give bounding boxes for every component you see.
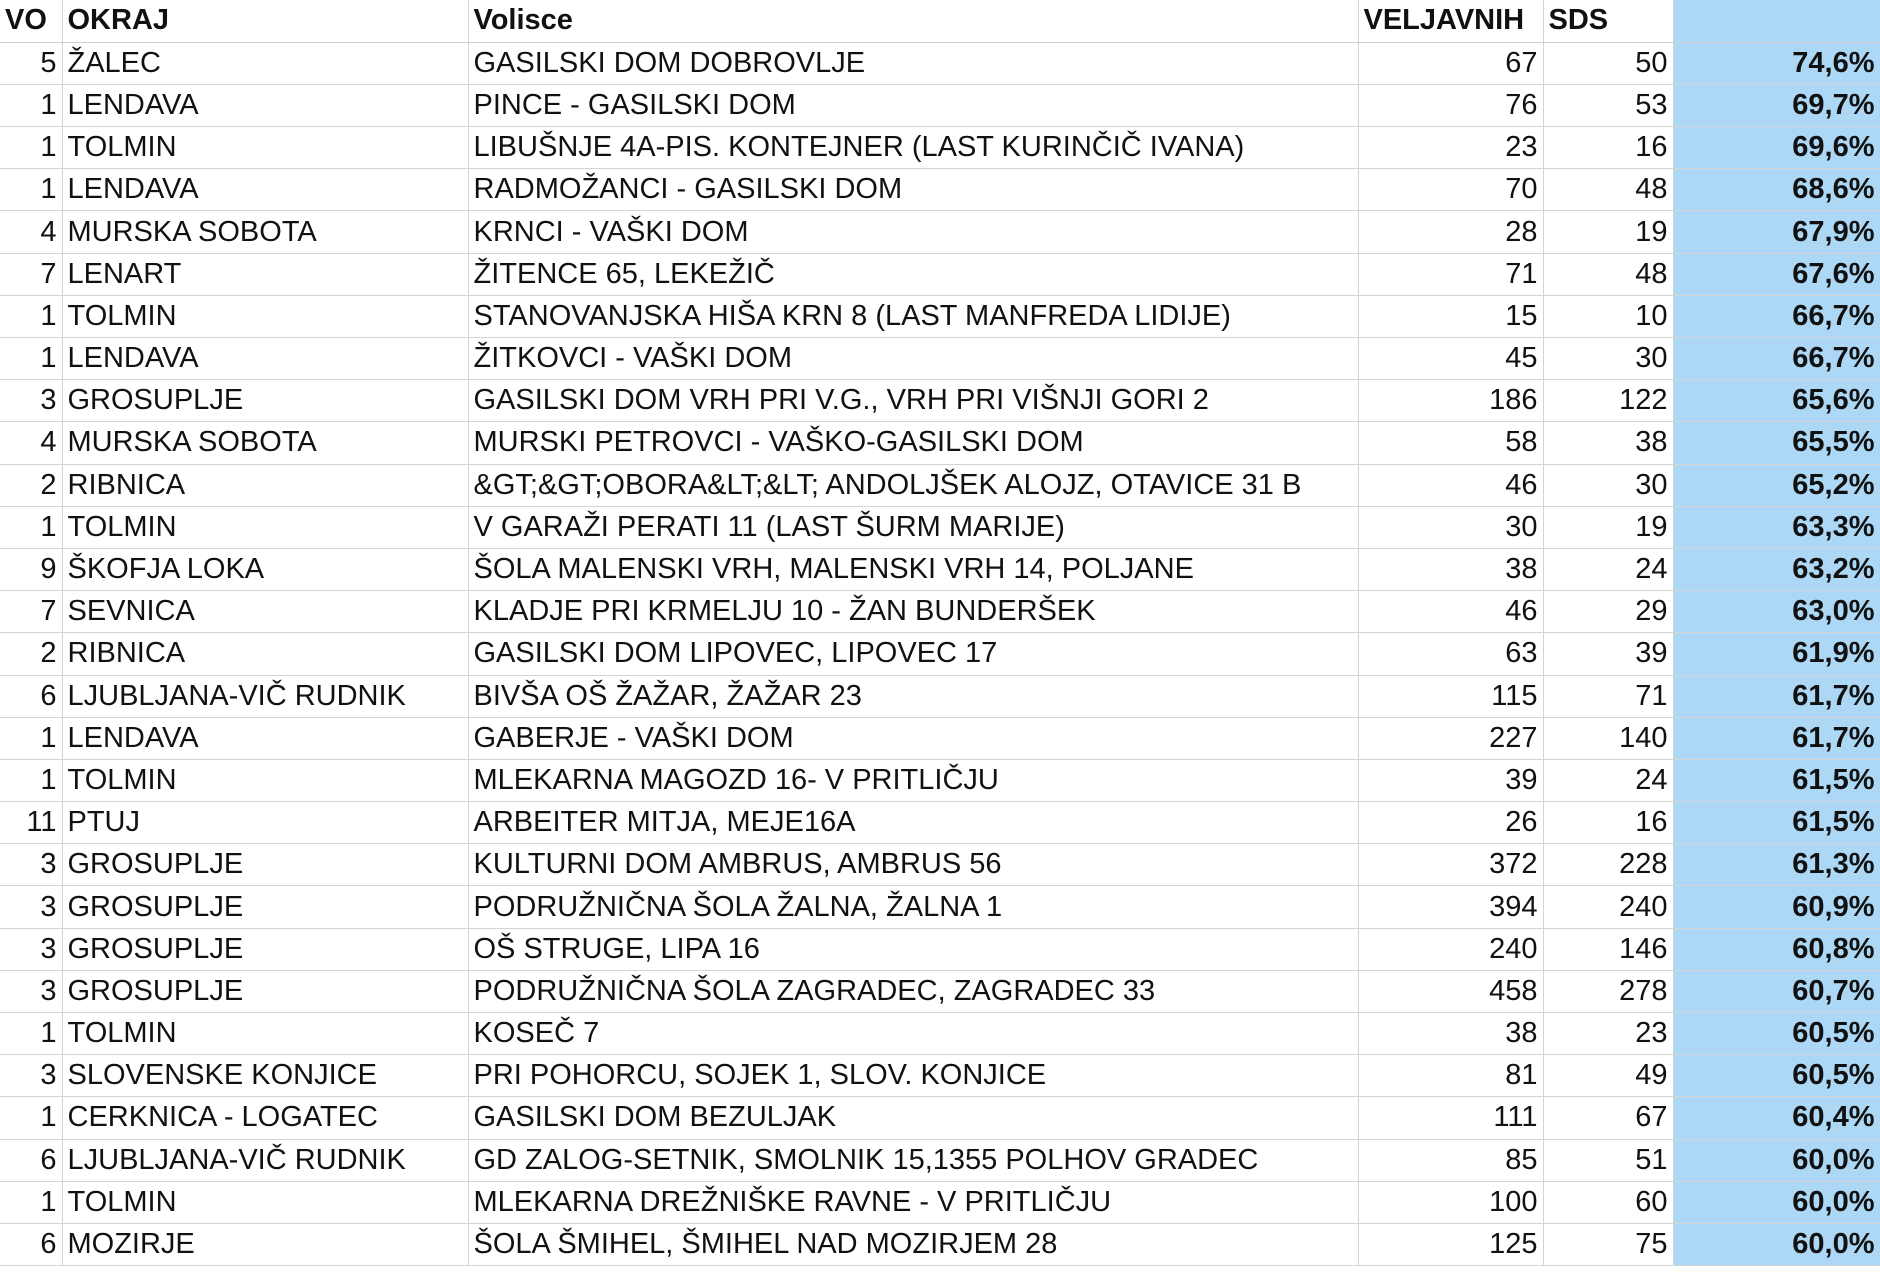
cell-okraj[interactable]: TOLMIN: [62, 127, 468, 169]
cell-sds[interactable]: 24: [1543, 548, 1673, 590]
cell-veljavnih[interactable]: 28: [1358, 211, 1543, 253]
table-row: [0, 380, 1880, 422]
table-row: [0, 506, 1880, 548]
cell-veljavnih[interactable]: 394: [1358, 886, 1543, 928]
cell-vo[interactable]: 1: [0, 717, 62, 759]
cell-percentage[interactable]: 60,0%: [1673, 1181, 1880, 1223]
cell-vo[interactable]: 1: [0, 338, 62, 380]
cell-vo[interactable]: 6: [0, 1139, 62, 1181]
table-row: [0, 1139, 1880, 1181]
cell-veljavnih[interactable]: 70: [1358, 169, 1543, 211]
cell-volisce[interactable]: STANOVANJSKA HIŠA KRN 8 (LAST MANFREDA LIDIJE): [468, 295, 1358, 337]
cell-sds[interactable]: 53: [1543, 84, 1673, 126]
cell-volisce[interactable]: BIVŠA OŠ ŽAŽAR, ŽAŽAR 23: [468, 675, 1358, 717]
cell-percentage[interactable]: 69,7%: [1673, 84, 1880, 126]
cell-percentage[interactable]: 63,2%: [1673, 548, 1880, 590]
cell-okraj[interactable]: GROSUPLJE: [62, 886, 468, 928]
cell-vo[interactable]: 11: [0, 802, 62, 844]
table-row: [0, 422, 1880, 464]
cell-okraj[interactable]: CERKNICA - LOGATEC: [62, 1097, 468, 1139]
cell-vo[interactable]: 2: [0, 633, 62, 675]
table-row: [0, 844, 1880, 886]
table-row: [0, 970, 1880, 1012]
cell-veljavnih[interactable]: 100: [1358, 1181, 1543, 1223]
cell-okraj[interactable]: LENART: [62, 253, 468, 295]
cell-vo[interactable]: 4: [0, 422, 62, 464]
cell-volisce[interactable]: V GARAŽI PERATI 11 (LAST ŠURM MARIJE): [468, 506, 1358, 548]
cell-veljavnih[interactable]: 111: [1358, 1097, 1543, 1139]
cell-volisce[interactable]: PODRUŽNIČNA ŠOLA ZAGRADEC, ZAGRADEC 33: [468, 970, 1358, 1012]
cell-okraj[interactable]: LJUBLJANA-VIČ RUDNIK: [62, 1139, 468, 1181]
cell-sds[interactable]: 30: [1543, 338, 1673, 380]
cell-veljavnih[interactable]: 46: [1358, 464, 1543, 506]
cell-percentage[interactable]: 67,9%: [1673, 211, 1880, 253]
cell-vo[interactable]: 7: [0, 253, 62, 295]
table-row: [0, 928, 1880, 970]
cell-veljavnih[interactable]: 372: [1358, 844, 1543, 886]
cell-veljavnih[interactable]: 63: [1358, 633, 1543, 675]
cell-volisce[interactable]: GABERJE - VAŠKI DOM: [468, 717, 1358, 759]
cell-volisce[interactable]: KRNCI - VAŠKI DOM: [468, 211, 1358, 253]
cell-vo[interactable]: 2: [0, 464, 62, 506]
table-row: [0, 127, 1880, 169]
header-percentage[interactable]: [1673, 0, 1880, 42]
cell-veljavnih[interactable]: 38: [1358, 548, 1543, 590]
cell-volisce[interactable]: OŠ STRUGE, LIPA 16: [468, 928, 1358, 970]
table-row: [0, 253, 1880, 295]
cell-veljavnih[interactable]: 39: [1358, 759, 1543, 801]
table-body: [0, 42, 1880, 1265]
cell-vo[interactable]: 1: [0, 295, 62, 337]
cell-vo[interactable]: 1: [0, 1013, 62, 1055]
cell-volisce[interactable]: MURSKI PETROVCI - VAŠKO-GASILSKI DOM: [468, 422, 1358, 464]
cell-percentage[interactable]: 63,3%: [1673, 506, 1880, 548]
cell-okraj[interactable]: GROSUPLJE: [62, 844, 468, 886]
cell-vo[interactable]: 5: [0, 42, 62, 84]
cell-veljavnih[interactable]: 85: [1358, 1139, 1543, 1181]
cell-okraj[interactable]: LENDAVA: [62, 169, 468, 211]
cell-sds[interactable]: 71: [1543, 675, 1673, 717]
table-row: [0, 1013, 1880, 1055]
cell-sds[interactable]: 39: [1543, 633, 1673, 675]
cell-percentage[interactable]: 61,9%: [1673, 633, 1880, 675]
cell-volisce[interactable]: ŽITKOVCI - VAŠKI DOM: [468, 338, 1358, 380]
cell-okraj[interactable]: LJUBLJANA-VIČ RUDNIK: [62, 675, 468, 717]
cell-sds[interactable]: 240: [1543, 886, 1673, 928]
cell-percentage[interactable]: 66,7%: [1673, 295, 1880, 337]
cell-okraj[interactable]: GROSUPLJE: [62, 928, 468, 970]
table-row: [0, 211, 1880, 253]
cell-sds[interactable]: 140: [1543, 717, 1673, 759]
cell-sds[interactable]: 30: [1543, 464, 1673, 506]
cell-percentage[interactable]: 61,7%: [1673, 717, 1880, 759]
table-row: [0, 1223, 1880, 1265]
cell-percentage[interactable]: 63,0%: [1673, 591, 1880, 633]
cell-veljavnih[interactable]: 81: [1358, 1055, 1543, 1097]
cell-percentage[interactable]: 65,5%: [1673, 422, 1880, 464]
cell-veljavnih[interactable]: 45: [1358, 338, 1543, 380]
cell-volisce[interactable]: ŠOLA MALENSKI VRH, MALENSKI VRH 14, POLJANE: [468, 548, 1358, 590]
cell-okraj[interactable]: PTUJ: [62, 802, 468, 844]
cell-vo[interactable]: 1: [0, 759, 62, 801]
header-okraj[interactable]: OKRAJ: [62, 0, 468, 42]
cell-veljavnih[interactable]: 186: [1358, 380, 1543, 422]
cell-okraj[interactable]: ŠKOFJA LOKA: [62, 548, 468, 590]
header-sds[interactable]: SDS: [1543, 0, 1673, 42]
cell-sds[interactable]: 10: [1543, 295, 1673, 337]
cell-percentage[interactable]: 60,0%: [1673, 1223, 1880, 1265]
cell-vo[interactable]: 3: [0, 1055, 62, 1097]
cell-veljavnih[interactable]: 15: [1358, 295, 1543, 337]
cell-okraj[interactable]: TOLMIN: [62, 1013, 468, 1055]
cell-sds[interactable]: 23: [1543, 1013, 1673, 1055]
cell-sds[interactable]: 75: [1543, 1223, 1673, 1265]
cell-okraj[interactable]: TOLMIN: [62, 1181, 468, 1223]
cell-percentage[interactable]: 60,5%: [1673, 1013, 1880, 1055]
cell-vo[interactable]: 1: [0, 169, 62, 211]
cell-sds[interactable]: 16: [1543, 127, 1673, 169]
cell-volisce[interactable]: MLEKARNA DREŽNIŠKE RAVNE - V PRITLIČJU: [468, 1181, 1358, 1223]
cell-sds[interactable]: 29: [1543, 591, 1673, 633]
cell-percentage[interactable]: 67,6%: [1673, 253, 1880, 295]
cell-percentage[interactable]: 66,7%: [1673, 338, 1880, 380]
table-row: [0, 548, 1880, 590]
cell-veljavnih[interactable]: 240: [1358, 928, 1543, 970]
cell-veljavnih[interactable]: 458: [1358, 970, 1543, 1012]
table-row: [0, 1097, 1880, 1139]
cell-vo[interactable]: 9: [0, 548, 62, 590]
table-row: [0, 717, 1880, 759]
table-row: [0, 759, 1880, 801]
cell-veljavnih[interactable]: 23: [1358, 127, 1543, 169]
cell-percentage[interactable]: 60,9%: [1673, 886, 1880, 928]
cell-vo[interactable]: 4: [0, 211, 62, 253]
cell-sds[interactable]: 50: [1543, 42, 1673, 84]
header-row: [0, 0, 1880, 42]
cell-percentage[interactable]: 65,2%: [1673, 464, 1880, 506]
cell-volisce[interactable]: &GT;&GT;OBORA&LT;&LT; ANDOLJŠEK ALOJZ, OTAVICE 31 B: [468, 464, 1358, 506]
cell-vo[interactable]: 3: [0, 844, 62, 886]
table-row: [0, 633, 1880, 675]
cell-volisce[interactable]: PODRUŽNIČNA ŠOLA ŽALNA, ŽALNA 1: [468, 886, 1358, 928]
cell-okraj[interactable]: MURSKA SOBOTA: [62, 422, 468, 464]
cell-percentage[interactable]: 61,5%: [1673, 802, 1880, 844]
cell-percentage[interactable]: 74,6%: [1673, 42, 1880, 84]
cell-vo[interactable]: 3: [0, 886, 62, 928]
cell-vo[interactable]: 6: [0, 675, 62, 717]
cell-okraj[interactable]: MURSKA SOBOTA: [62, 211, 468, 253]
table-row: [0, 886, 1880, 928]
cell-percentage[interactable]: 60,8%: [1673, 928, 1880, 970]
cell-percentage[interactable]: 61,5%: [1673, 759, 1880, 801]
cell-volisce[interactable]: KLADJE PRI KRMELJU 10 - ŽAN BUNDERŠEK: [468, 591, 1358, 633]
cell-vo[interactable]: 1: [0, 1097, 62, 1139]
table-row: [0, 675, 1880, 717]
cell-sds[interactable]: 19: [1543, 506, 1673, 548]
cell-okraj[interactable]: MOZIRJE: [62, 1223, 468, 1265]
cell-vo[interactable]: 1: [0, 506, 62, 548]
cell-okraj[interactable]: LENDAVA: [62, 717, 468, 759]
table-row: [0, 338, 1880, 380]
cell-veljavnih[interactable]: 26: [1358, 802, 1543, 844]
table-row: [0, 802, 1880, 844]
cell-percentage[interactable]: 60,0%: [1673, 1139, 1880, 1181]
cell-sds[interactable]: 51: [1543, 1139, 1673, 1181]
cell-vo[interactable]: 6: [0, 1223, 62, 1265]
cell-sds[interactable]: 49: [1543, 1055, 1673, 1097]
header-veljavnih[interactable]: VELJAVNIH: [1358, 0, 1543, 42]
cell-volisce[interactable]: GASILSKI DOM LIPOVEC, LIPOVEC 17: [468, 633, 1358, 675]
table-row: [0, 169, 1880, 211]
cell-volisce[interactable]: ŽITENCE 65, LEKEŽIČ: [468, 253, 1358, 295]
cell-volisce[interactable]: ŠOLA ŠMIHEL, ŠMIHEL NAD MOZIRJEM 28: [468, 1223, 1358, 1265]
cell-okraj[interactable]: RIBNICA: [62, 633, 468, 675]
cell-vo[interactable]: 3: [0, 380, 62, 422]
cell-volisce[interactable]: KOSEČ 7: [468, 1013, 1358, 1055]
cell-veljavnih[interactable]: 227: [1358, 717, 1543, 759]
cell-sds[interactable]: 19: [1543, 211, 1673, 253]
cell-vo[interactable]: 1: [0, 1181, 62, 1223]
cell-sds[interactable]: 24: [1543, 759, 1673, 801]
cell-veljavnih[interactable]: 115: [1358, 675, 1543, 717]
cell-veljavnih[interactable]: 58: [1358, 422, 1543, 464]
cell-sds[interactable]: 60: [1543, 1181, 1673, 1223]
cell-okraj[interactable]: GROSUPLJE: [62, 380, 468, 422]
table-row: [0, 42, 1880, 84]
cell-veljavnih[interactable]: 76: [1358, 84, 1543, 126]
cell-okraj[interactable]: SLOVENSKE KONJICE: [62, 1055, 468, 1097]
cell-volisce[interactable]: KULTURNI DOM AMBRUS, AMBRUS 56: [468, 844, 1358, 886]
table-row: [0, 1181, 1880, 1223]
cell-percentage[interactable]: 69,6%: [1673, 127, 1880, 169]
cell-sds[interactable]: 48: [1543, 253, 1673, 295]
cell-sds[interactable]: 67: [1543, 1097, 1673, 1139]
cell-okraj[interactable]: GROSUPLJE: [62, 970, 468, 1012]
cell-volisce[interactable]: GASILSKI DOM BEZULJAK: [468, 1097, 1358, 1139]
cell-volisce[interactable]: GD ZALOG-SETNIK, SMOLNIK 15,1355 POLHOV GRADEC: [468, 1139, 1358, 1181]
cell-okraj[interactable]: TOLMIN: [62, 506, 468, 548]
cell-vo[interactable]: 1: [0, 84, 62, 126]
table-row: [0, 84, 1880, 126]
cell-okraj[interactable]: LENDAVA: [62, 84, 468, 126]
cell-veljavnih[interactable]: 71: [1358, 253, 1543, 295]
cell-volisce[interactable]: MLEKARNA MAGOZD 16- V PRITLIČJU: [468, 759, 1358, 801]
cell-percentage[interactable]: 60,7%: [1673, 970, 1880, 1012]
cell-okraj[interactable]: RIBNICA: [62, 464, 468, 506]
table-row: [0, 295, 1880, 337]
header-vo[interactable]: VO: [0, 0, 62, 42]
cell-percentage[interactable]: 61,3%: [1673, 844, 1880, 886]
cell-okraj[interactable]: TOLMIN: [62, 759, 468, 801]
cell-volisce[interactable]: RADMOŽANCI - GASILSKI DOM: [468, 169, 1358, 211]
cell-veljavnih[interactable]: 67: [1358, 42, 1543, 84]
cell-volisce[interactable]: GASILSKI DOM VRH PRI V.G., VRH PRI VIŠNJI GORI 2: [468, 380, 1358, 422]
cell-percentage[interactable]: 61,7%: [1673, 675, 1880, 717]
cell-veljavnih[interactable]: 46: [1358, 591, 1543, 633]
header-volisce[interactable]: Volisce: [468, 0, 1358, 42]
cell-okraj[interactable]: LENDAVA: [62, 338, 468, 380]
cell-sds[interactable]: 38: [1543, 422, 1673, 464]
cell-sds[interactable]: 16: [1543, 802, 1673, 844]
cell-okraj[interactable]: ŽALEC: [62, 42, 468, 84]
cell-percentage[interactable]: 68,6%: [1673, 169, 1880, 211]
cell-veljavnih[interactable]: 38: [1358, 1013, 1543, 1055]
cell-sds[interactable]: 228: [1543, 844, 1673, 886]
cell-vo[interactable]: 3: [0, 928, 62, 970]
cell-sds[interactable]: 48: [1543, 169, 1673, 211]
cell-vo[interactable]: 7: [0, 591, 62, 633]
cell-sds[interactable]: 278: [1543, 970, 1673, 1012]
cell-volisce[interactable]: PINCE - GASILSKI DOM: [468, 84, 1358, 126]
cell-sds[interactable]: 122: [1543, 380, 1673, 422]
table-row: [0, 1055, 1880, 1097]
table-row: [0, 591, 1880, 633]
cell-volisce[interactable]: LIBUŠNJE 4A-PIS. KONTEJNER (LAST KURINČIČ IVANA): [468, 127, 1358, 169]
cell-volisce[interactable]: ARBEITER MITJA, MEJE16A: [468, 802, 1358, 844]
cell-okraj[interactable]: SEVNICA: [62, 591, 468, 633]
cell-vo[interactable]: 1: [0, 127, 62, 169]
cell-percentage[interactable]: 60,4%: [1673, 1097, 1880, 1139]
cell-veljavnih[interactable]: 30: [1358, 506, 1543, 548]
table-row: [0, 464, 1880, 506]
cell-okraj[interactable]: TOLMIN: [62, 295, 468, 337]
cell-percentage[interactable]: 60,5%: [1673, 1055, 1880, 1097]
cell-volisce[interactable]: PRI POHORCU, SOJEK 1, SLOV. KONJICE: [468, 1055, 1358, 1097]
cell-vo[interactable]: 3: [0, 970, 62, 1012]
cell-percentage[interactable]: 65,6%: [1673, 380, 1880, 422]
cell-volisce[interactable]: GASILSKI DOM DOBROVLJE: [468, 42, 1358, 84]
cell-sds[interactable]: 146: [1543, 928, 1673, 970]
cell-veljavnih[interactable]: 125: [1358, 1223, 1543, 1265]
